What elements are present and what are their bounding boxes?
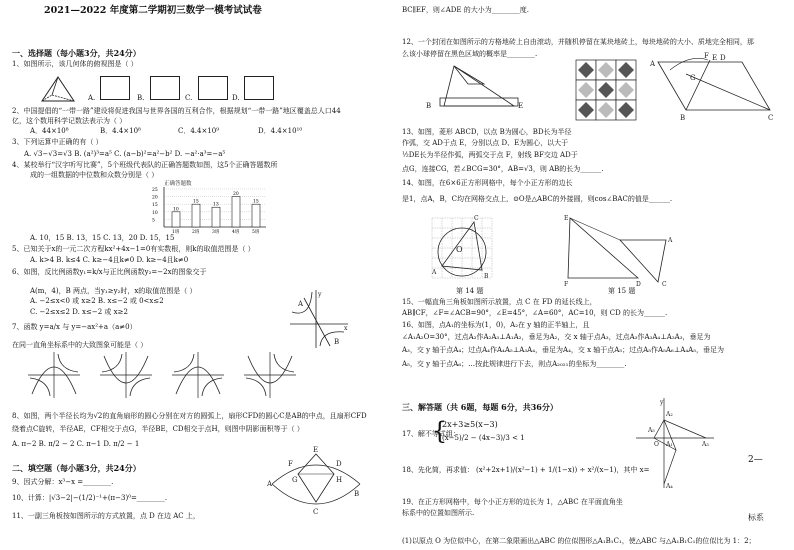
q16-figure — [636, 398, 716, 490]
q2-option-a[interactable]: A．44×10⁸ — [30, 127, 69, 135]
bar-data-label: 15 — [193, 199, 199, 205]
q15-text: 15、一幅直角三角板如图所示放置，点 C 在 FD 的延长线上， — [402, 298, 597, 306]
q12-text-2: 么该小球停留在黑色区域的概率是________. — [402, 50, 538, 58]
bar-data-label: 15 — [253, 199, 259, 205]
q8-figure — [268, 444, 364, 520]
q16-text-3: A₃，交 y 轴于点A₄；过点A₄作A₄A₅⊥A₃A₄，垂足为A₄，交 x 轴于点A₅；过点A₅作A₅A₆⊥A₄A₅，垂足为 — [402, 346, 725, 354]
q13-text-3: ½DE长为半径作弧，两弧交于点 F，射线 BF交边 AD于 — [402, 151, 578, 159]
q2-option-c[interactable]: C．4.4×10⁹ — [178, 127, 220, 135]
q15-figure — [562, 212, 678, 286]
q11-text: 11、一副三角板按如图所示的方式放置，点 D 在边 AC 上， — [12, 512, 200, 520]
q2-text: 2、中国提倡的“一带一路”建设将促进我国与世界各国的互利合作，根据规划“一带一路”地区覆盖总人口44 — [12, 107, 341, 115]
q19-text: 19、在正方形网格中，每个小正方形的边长为 1，△ABC 在平面直角坐 — [402, 498, 623, 506]
bar-tick-label: 5 — [152, 218, 155, 224]
q6-label-x: x — [344, 325, 348, 332]
q17-eq1: 2x+3≥5(x−3) — [442, 420, 498, 429]
svg-text:A: A — [650, 60, 656, 68]
q18-text: 18、先化简，再求值： — [402, 466, 474, 474]
svg-text:D: D — [336, 460, 342, 468]
section3-heading: 三、解答题（共 6题，每题 6分，共36分） — [402, 402, 558, 412]
q14-grid-figure — [426, 212, 498, 284]
bar-data-label: 13 — [213, 202, 219, 208]
section2-heading: 二、填空题（每小题3分，共24分） — [12, 463, 141, 473]
q1-option-c-shape — [198, 76, 228, 100]
svg-text:C: C — [662, 281, 667, 288]
q13-text-2: 作弧，交 AD于点 E，分别以点 D、E为圆心，以大于 — [402, 139, 569, 147]
q12-text: 12、一个封闭在如图所示的方格地砖上自由滚动，并随机停留在某块地砖上，每块地砖的大小、质地完全相同，那 — [402, 38, 754, 46]
bar-tick-label: 25 — [152, 188, 158, 193]
bar-data-label: 10 — [173, 207, 179, 213]
svg-text:O: O — [654, 441, 659, 448]
svg-text:O: O — [456, 245, 463, 254]
q6-options-2: C. −2≤x≤2 D. x≤−2 或 x≥2 — [30, 308, 128, 316]
q15-text-2: AB∥CF，∠F=∠ACB=90°，∠E=45°，∠A=60°，AC=10，则 CD 的长为______. — [402, 309, 668, 317]
bar — [192, 204, 200, 227]
q5-text: 5、已知关于x的一元二次方程kx²+4x−1=0有实数根，则k的取值范围是（ ） — [12, 245, 255, 253]
q3-options: A. √3−√3=√3 B. (a²)³=a⁵ C. (a−b)²=a²−b² D. −a²·a³=−a⁵ — [24, 150, 226, 158]
svg-text:C: C — [313, 508, 319, 516]
q14-text-2: 是1，点A，B，C均在网格交点上，⊙O是△ABC的外接圆，则cos∠BAC的值是______. — [402, 195, 673, 203]
svg-text:B: B — [680, 114, 686, 122]
svg-text:E: E — [712, 54, 718, 62]
q1-option-b-shape — [150, 76, 180, 100]
svg-text:A₂: A₂ — [666, 411, 673, 418]
q4-bar-chart — [150, 177, 270, 235]
bar — [212, 207, 220, 227]
svg-text:A₃: A₃ — [702, 441, 709, 448]
q2-text-2: 亿，这个数用科学记数法表示为（ ） — [12, 117, 127, 125]
q1-option-d[interactable]: D. — [232, 94, 240, 102]
q1-option-a-shape — [100, 76, 130, 100]
svg-text:A₄: A₄ — [666, 483, 673, 490]
bar — [232, 197, 240, 227]
bar-data-label: 20 — [233, 192, 239, 198]
q1-option-c[interactable]: C. — [185, 94, 193, 102]
q17-brace: { — [432, 417, 448, 445]
q7-graphs — [18, 350, 318, 400]
svg-text:D: D — [720, 54, 726, 62]
bar-category-label: 3班 — [212, 230, 220, 235]
q1-option-b[interactable]: B. — [137, 94, 145, 102]
bar-category-label: 5班 — [252, 230, 260, 235]
svg-text:y: y — [660, 399, 664, 406]
svg-text:E: E — [518, 102, 524, 110]
q19-text-2: 标系中的位置如图所示. — [402, 509, 475, 517]
q13-text: 13、如图，菱形 ABCD，以点 B为圆心，BD长为半径 — [402, 128, 572, 136]
svg-text:B: B — [484, 273, 489, 280]
q13-text-4: 点G，连接CG，若∠BCG=30°，AB=√3，则 AB的长为______. — [402, 165, 604, 173]
q17-text: 17、解不等式组： — [402, 430, 460, 438]
q4-text: 4、某校举行“汉字听写比赛”，5个班级代表队的正确答题数如图，这5个正确答题数所 — [12, 161, 278, 169]
svg-text:D: D — [636, 281, 641, 288]
svg-text:A₅: A₅ — [648, 427, 655, 434]
q15-caption: 第 15 题 — [608, 287, 636, 295]
svg-text:A: A — [267, 480, 273, 488]
svg-text:A: A — [668, 237, 673, 244]
page-title: 2021—2022 年度第二学期初三数学一模考试试卷 — [44, 5, 262, 16]
q6-label-b: B — [334, 338, 340, 346]
q16-text-2: ∠A₁A₂O=30°，过点A₂作A₂A₃⊥A₁A₂，垂足为A₂，交 x 轴于点A₃，过点A₃作A₃A₄⊥A₂A₃，垂足为 — [402, 333, 711, 341]
svg-text:A: A — [432, 269, 437, 276]
q9-text: 9、因式分解：x³−x =________. — [12, 478, 114, 486]
q2-option-b[interactable]: B．4.4×10⁸ — [100, 127, 141, 135]
q16-text-4: A₅，交 y 轴于点A₆；…按此规律进行下去，则点A₂₀₂₁的坐标为________. — [402, 360, 627, 368]
svg-text:C: C — [768, 114, 774, 122]
side-label-2: 2— — [748, 455, 763, 465]
q1-option-d-shape — [244, 76, 274, 100]
svg-text:F: F — [564, 281, 569, 288]
q2-option-d[interactable]: D．4.4×10¹⁰ — [258, 127, 303, 135]
q6-label-a: A — [298, 300, 304, 308]
q8-options: A. π−2 B. π/2 − 2 C. π−1 D. π/2 − 1 — [12, 440, 140, 448]
q5-options: A. k>4 B. k≤4 C. k≥−4且k≠0 D. k≥−4且k≠0 — [30, 256, 189, 264]
bar-category-label: 2班 — [192, 230, 200, 235]
q19-text-3: (1)以原点 O 为位似中心，在第二象限画出△ABC 的位似图形△A₁B₁C₁，使△ABC 与△A₁B₁C₁的位似比为 1：2； — [402, 537, 756, 545]
svg-text:E: E — [313, 446, 319, 454]
q11-cont: BC∥EF，则∠ADE 的大小为________度. — [402, 6, 529, 14]
svg-text:A₁: A₁ — [666, 441, 673, 448]
svg-text:B: B — [354, 490, 360, 498]
q1-text: 1、如图所示，该几何体的俯视图是（ ） — [12, 60, 138, 68]
q16-text: 16、如图，点A₁的坐标为(1，0)，A₂在 y 轴的正半轴上，且 — [402, 321, 590, 329]
bar-category-label: 4班 — [232, 230, 240, 235]
q10-text: 10、计算：|√3−2|−(1/2)⁻¹+(π−3)⁰=________. — [12, 494, 168, 502]
q7-text-2: 在同一直角坐标系中的大致图象可能是（ ） — [12, 341, 148, 349]
q3-text: 3、下列运算中正确的有（ ） — [12, 138, 103, 146]
q14-caption: 第 14 题 — [456, 287, 484, 295]
svg-text:G: G — [292, 476, 298, 484]
bar-chart-title: 正确答题数 — [164, 181, 192, 187]
q4-options: A. 10，15 B. 13，15 C. 13，20 D. 15，15 — [30, 234, 175, 242]
bar-tick-label: 15 — [152, 203, 158, 209]
svg-text:H: H — [336, 476, 343, 484]
svg-text:F: F — [288, 460, 293, 468]
q8-text-2: 绕着点C旋转，半径AE，CF相交于点G，半径BE，CD相交于点H，则图中阴影面积等于（ ） — [12, 425, 304, 433]
bar — [252, 204, 260, 227]
svg-text:G: G — [690, 74, 696, 82]
q14-text: 14、如图，在6×6正方形网格中，每个小正方形的边长 — [402, 179, 573, 187]
svg-text:C: C — [474, 215, 479, 222]
q6-text-2: A(m，4)，B 两点，当y₁≥y₂时，x的取值范围是（ ） — [30, 287, 197, 295]
svg-text:E: E — [564, 215, 569, 222]
q18-expression: (x²+2x+1)/(x²−1) + 1/(1−x)) ÷ x²/(x−1)，其中 x= — [476, 466, 650, 474]
q4-text-2: 成的一组数据的中位数和众数分别是（ ） — [30, 171, 159, 179]
bar-tick-label: 20 — [152, 195, 158, 201]
q1-option-a[interactable]: A. — [88, 94, 96, 102]
q13-rhombus-figure — [650, 50, 778, 122]
section1-heading: 一、选择题（每小题3分，共24分） — [12, 48, 141, 58]
q17-eq2: (x−5)/2 − (4x−3)/3 < 1 — [442, 434, 525, 442]
bar — [172, 212, 180, 227]
q6-options-1: A. −2≤x<0 或 x≥2 B. x≤−2 或 0<x≤2 — [30, 297, 164, 305]
bar-category-label: 1班 — [172, 230, 180, 235]
q1-solid-figure — [38, 73, 78, 105]
side-label-biaoxi: 标系 — [748, 513, 764, 522]
bar-tick-label: 10 — [152, 210, 158, 216]
q7-text: 7、函数 y=a/x 与 y=−ax²+a（a≠0） — [12, 323, 137, 331]
svg-text:B: B — [426, 102, 432, 110]
q6-text: 6、如图，反比例函数y₁=k/x与正比例函数y₂=−2x的图象交于 — [12, 268, 207, 276]
q8-text: 8、如图，两个半径长均为√2的直角扇形的圆心分别在对方的圆弧上，扇形CFD的圆心C是AB的中点，且扇形CFD — [12, 412, 367, 420]
q11-triangle-figure — [424, 60, 524, 112]
q6-graph — [286, 286, 352, 350]
q6-label-y: y — [318, 291, 322, 298]
q12-tile-grid — [576, 60, 636, 120]
svg-text:F: F — [704, 52, 709, 60]
